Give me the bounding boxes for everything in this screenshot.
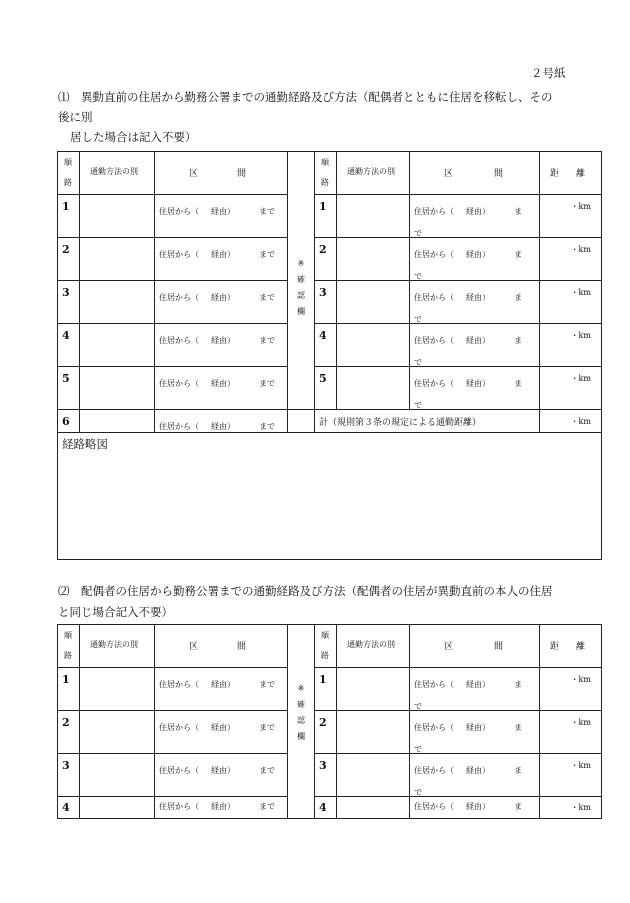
- section1-heading-line3: 居した場合は記入不要）: [70, 130, 197, 144]
- table-row: 4 住居から（ 経由） まで 4 住居から（ 経由） ま で ・km: [58, 324, 602, 367]
- section1-header-row: [58, 152, 602, 195]
- route-cell[interactable]: 住居から（ 経由） ま で: [410, 238, 540, 281]
- route-cell[interactable]: 住居から（ 経由） まで: [155, 367, 288, 410]
- method-cell[interactable]: [80, 238, 155, 281]
- section-header: 区 間: [155, 152, 288, 195]
- section2-heading-line2: と同じ場合記入不要）: [58, 605, 173, 619]
- distance-cell[interactable]: ・km: [540, 195, 602, 238]
- section2-heading-line1: ⑵ 配偶者の住居から勤務公署までの通勤経路及び方法（配偶者の住居が異動直前の本人の住居: [58, 584, 553, 598]
- table-row: 5 住居から（ 経由） まで 5 住居から（ 経由） ま で ・km: [58, 367, 602, 410]
- distance-cell[interactable]: ・km: [540, 281, 602, 324]
- method-cell[interactable]: [337, 324, 410, 367]
- method-cell[interactable]: [337, 797, 410, 819]
- method-cell[interactable]: [337, 367, 410, 410]
- route-cell[interactable]: 住居から（ 経由） ま で: [410, 711, 540, 754]
- distance-cell[interactable]: ・km: [540, 367, 602, 410]
- distance-cell[interactable]: ・km: [540, 711, 602, 754]
- method-cell[interactable]: [337, 668, 410, 711]
- method-cell[interactable]: [80, 668, 155, 711]
- route-cell[interactable]: 住居から（ 経由） まで: [155, 797, 288, 819]
- distance-header: 距 離: [540, 152, 602, 195]
- table-row: 2 住居から（ 経由） まで 2 住居から（ 経由） ま で ・km: [58, 711, 602, 754]
- method-cell[interactable]: [80, 367, 155, 410]
- confirm-column: ※ 確 認 欄: [288, 625, 315, 819]
- method-cell[interactable]: [80, 195, 155, 238]
- method-cell[interactable]: [337, 195, 410, 238]
- method-cell[interactable]: [337, 281, 410, 324]
- route-cell[interactable]: 住居から（ 経由） ま: [410, 797, 540, 819]
- route-cell[interactable]: 住居から（ 経由） まで: [155, 668, 288, 711]
- route-cell[interactable]: 住居から（ 経由） ま で: [410, 195, 540, 238]
- method-cell[interactable]: [80, 754, 155, 797]
- distance-cell[interactable]: ・km: [540, 754, 602, 797]
- route-cell[interactable]: 住居から（ 経由） まで: [155, 324, 288, 367]
- route-map-row: [58, 433, 602, 560]
- table-row: 1 住居から（ 経由） まで 1 住居から（ 経由） ま で ・km: [58, 668, 602, 711]
- route-map-area[interactable]: 経路略図: [58, 433, 602, 560]
- order-header: 順 路: [58, 152, 80, 195]
- route-cell[interactable]: 住居から（ 経由） ま で: [410, 281, 540, 324]
- distance-cell[interactable]: ・km: [540, 668, 602, 711]
- method-cell[interactable]: [337, 754, 410, 797]
- table-row: 3 住居から（ 経由） まで 3 住居から（ 経由） ま で ・km: [58, 754, 602, 797]
- distance-cell[interactable]: ・km: [540, 324, 602, 367]
- order-header-right: 順 路: [315, 152, 337, 195]
- section1-table: [57, 151, 602, 560]
- method-header-right: 通勤方法の別: [337, 152, 410, 195]
- method-cell[interactable]: [337, 711, 410, 754]
- table-row: 6 住居から（ 経由） まで 計（規則第３条の規定による通勤距離） ・km: [58, 410, 602, 433]
- method-cell[interactable]: [80, 281, 155, 324]
- section1-heading-line2: 後に別: [58, 110, 93, 124]
- form-number: ２号紙: [531, 66, 566, 80]
- total-distance-cell[interactable]: ・km: [540, 410, 602, 433]
- table-row: 1 住居から（ 経由） まで 1 住居から（ 経由） ま で ・km: [58, 195, 602, 238]
- method-cell[interactable]: [80, 324, 155, 367]
- section2-header-row: 順 路 通勤方法の別 区 間 ※ 確 認 欄 順 路 通勤方法の別 区 間 距 離: [58, 625, 602, 668]
- method-cell[interactable]: [80, 410, 155, 433]
- method-cell[interactable]: [337, 238, 410, 281]
- table-row: 3 住居から（ 経由） まで 3 住居から（ 経由） ま で ・km: [58, 281, 602, 324]
- route-cell[interactable]: 住居から（ 経由） ま で: [410, 754, 540, 797]
- section1-heading-line1: ⑴ 異動直前の住居から勤務公署までの通勤経路及び方法（配偶者とともに住居を移転し、その: [58, 90, 553, 104]
- method-cell[interactable]: [80, 797, 155, 819]
- distance-cell[interactable]: ・km: [540, 797, 602, 819]
- method-cell[interactable]: [80, 711, 155, 754]
- confirm-column: ※ 確 認 欄: [288, 152, 315, 410]
- route-cell[interactable]: 住居から（ 経由） ま で: [410, 324, 540, 367]
- route-cell[interactable]: 住居から（ 経由） まで: [155, 711, 288, 754]
- route-cell[interactable]: 住居から（ 経由） まで: [155, 238, 288, 281]
- route-cell[interactable]: 住居から（ 経由） まで: [155, 754, 288, 797]
- route-cell[interactable]: 住居から（ 経由） まで: [155, 195, 288, 238]
- route-cell[interactable]: 住居から（ 経由） ま で: [410, 367, 540, 410]
- route-cell[interactable]: 住居から（ 経由） まで: [155, 281, 288, 324]
- route-cell[interactable]: 住居から（ 経由） ま で: [410, 668, 540, 711]
- table-row: 2 住居から（ 経由） まで 2 住居から（ 経由） ま で ・km: [58, 238, 602, 281]
- method-header: 通勤方法の別: [80, 152, 155, 195]
- table-row: 4 住居から（ 経由） まで 4 住居から（ 経由） ま ・km: [58, 797, 602, 819]
- section-header-right: 区 間: [410, 152, 540, 195]
- distance-cell[interactable]: ・km: [540, 238, 602, 281]
- total-label-cell: 計（規則第３条の規定による通勤距離）: [315, 410, 540, 433]
- route-cell[interactable]: 住居から（ 経由） まで: [155, 410, 288, 433]
- section2-table: [57, 624, 602, 819]
